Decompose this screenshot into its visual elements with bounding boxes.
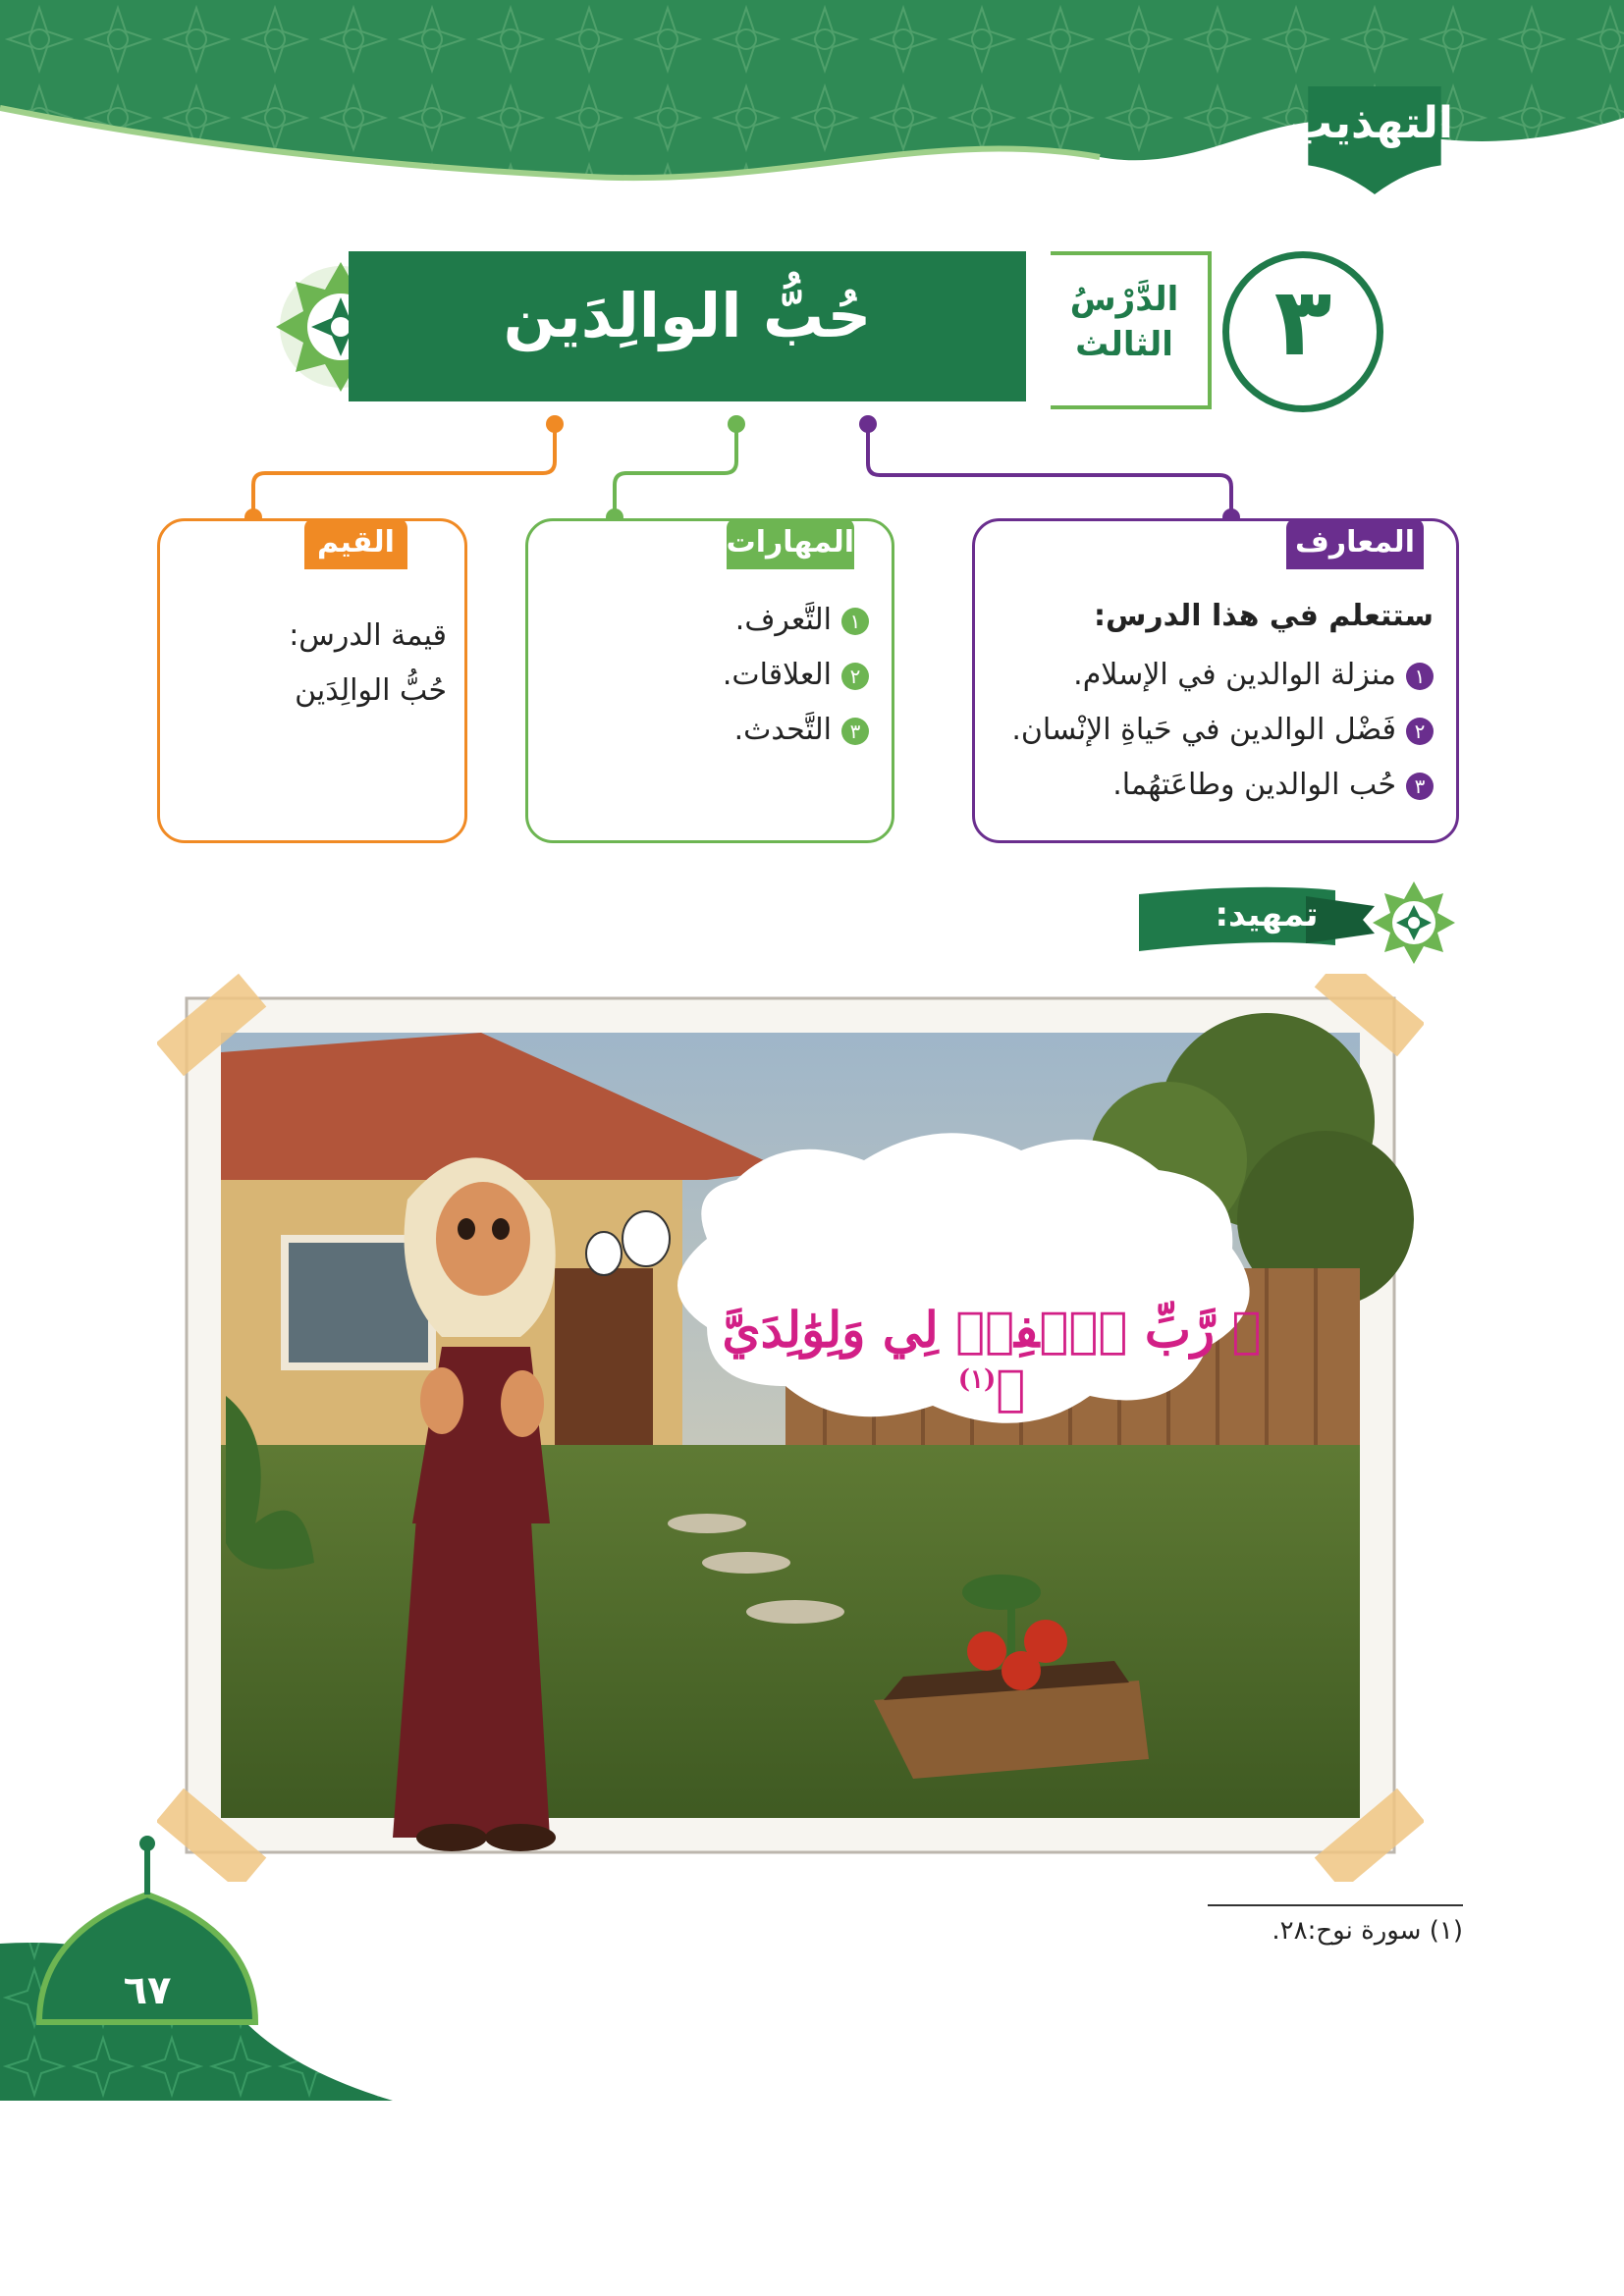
lesson-number: ٣ xyxy=(1273,267,1332,377)
values-tag: القيم xyxy=(304,518,407,569)
values-text xyxy=(187,609,447,719)
list-item: ١منزلة الوالدين في الإسلام. xyxy=(992,648,1434,703)
illustration-girl-praying xyxy=(157,974,1424,1882)
list-item: ١التَّعرف. xyxy=(550,593,869,648)
rosette-small-icon xyxy=(1370,879,1458,967)
knowledge-intro: ستتعلم في هذا الدرس: xyxy=(1094,599,1434,633)
values-line: حُبُّ الوالِدَين xyxy=(295,673,447,708)
intro-label: تمهيد: xyxy=(1215,895,1319,934)
values-line: قيمة الدرس: xyxy=(289,618,447,653)
verse-ref: (١) xyxy=(957,1364,997,1395)
footnote-rule xyxy=(1208,1904,1463,1906)
footnote: (١) سورة نوح:٢٨. xyxy=(1272,1916,1463,1946)
subject-label: التهذيب xyxy=(1288,98,1453,148)
skills-tag: المهارات xyxy=(727,518,854,569)
knowledge-list xyxy=(992,648,1434,813)
verse-text: ﴿ رَّبِّ ٱغۡفِرۡ لِي وَلِوَٰلِدَيَّ ﴾ xyxy=(722,1301,1262,1416)
knowledge-tag: المعارف xyxy=(1286,518,1424,569)
lesson-title: حُبُّ الوالِدَين xyxy=(503,280,872,351)
lesson-label xyxy=(1051,277,1198,367)
page-number-dome xyxy=(0,1826,412,2101)
skills-list xyxy=(550,593,869,758)
lesson-word: الدَّرْسُ xyxy=(1069,280,1179,319)
list-item: ٢العلاقات. xyxy=(550,648,869,703)
lesson-ordinal: الثالث xyxy=(1075,325,1173,364)
list-item: ٢فَضْل الوالدين في حَياةِ الإنْسان. xyxy=(992,703,1434,758)
page-number: ٦٧ xyxy=(123,1968,172,2013)
list-item: ٣التَّحدث. xyxy=(550,703,869,758)
quran-verse xyxy=(707,1301,1276,1416)
list-item: ٣حُب الوالدين وطاعَتهُما. xyxy=(992,758,1434,813)
